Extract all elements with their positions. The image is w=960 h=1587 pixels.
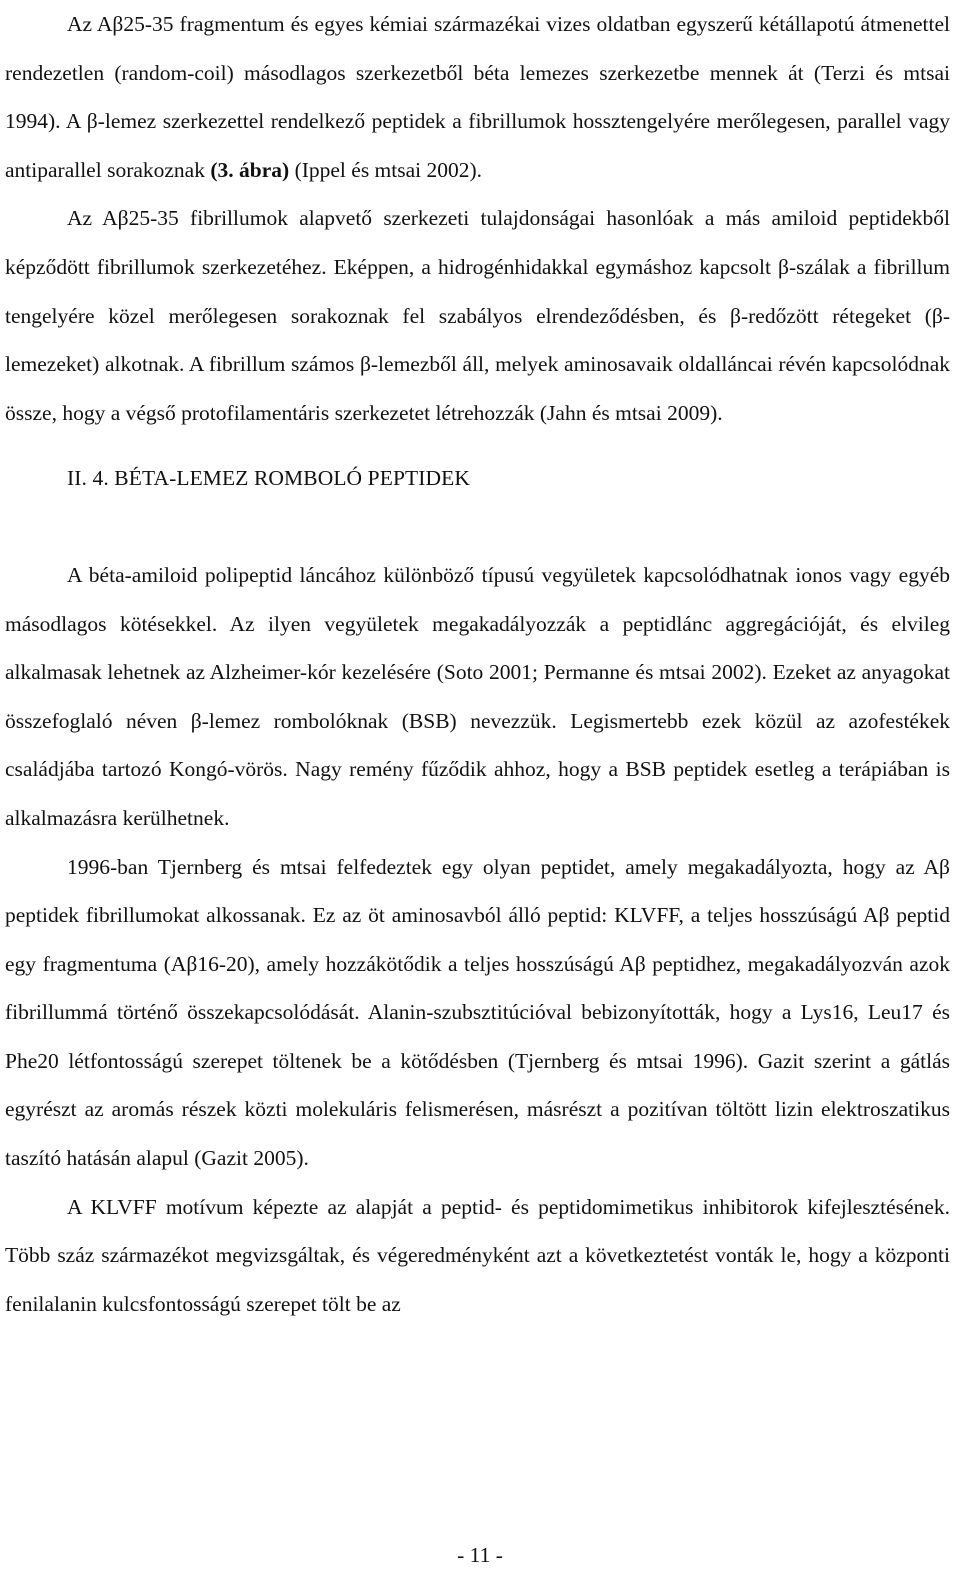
section-heading: II. 4. BÉTA-LEMEZ ROMBOLÓ PEPTIDEK — [67, 466, 470, 491]
paragraph-fibril-structure: Az Aβ25-35 fibrillumok alapvető szerkezeti tulajdonságai hasonlóak a más amiloid peptidekből képződött fibrillumok szerkezetéhez. Eképpen, a hidrogénhidakkal egymáshoz kapcsolt β-szálak a fibrillum tengelyére közel merőlegesen sorakoznak fel szabályos elrendeződésben, és β-redőzött rétegeket (β-lemezeket) alkotnak. A fibrillum számos β-lemezből áll, melyek aminosavaik oldalláncai révén kapcsolódnak össze, hogy a végső protofilamentáris szerkezetet létrehozzák (Jahn és mtsai 2009). — [5, 206, 950, 425]
page-number: - 11 - — [457, 1543, 503, 1567]
spacer — [5, 437, 950, 454]
page-body — [5, 0, 950, 1328]
figure-reference: (3. ábra) — [210, 157, 290, 182]
paragraph-klvff-motif: A KLVFF motívum képezte az alapját a peptid- és peptidomimetikus inhibitorok kifejlesztésének. Több száz származékot megvizsgáltak, és végeredményként azt a következtetést vonták le, hogy a központi fenilalanin kulcsfontosságú szerepet tölt be az — [5, 1194, 950, 1316]
paragraph-bsb-intro: A béta-amiloid polipeptid láncához különböző típusú vegyületek kapcsolódhatnak ionos vagy egyéb másodlagos kötésekkel. Az ilyen vegyületek megakadályozzák a peptidlánc aggregációját, és elvileg alkalmasak lehetnek az Alzheimer-kór kezelésére (Soto 2001; Permanne és mtsai 2002). Ezeket az anyagokat összefoglaló néven β-lemez rombolóknak (BSB) nevezzük. Legismertebb ezek közül az azofestékek családjába tartozó Kongó-vörös. Nagy remény fűződik ahhoz, hogy a BSB peptidek esetleg a terápiában is alkalmazásra kerülhetnek. — [5, 562, 950, 830]
paragraph-text: Az Aβ25-35 fragmentum és egyes kémiai származékai vizes oldatban egyszerű kétállapotú átmenettel rendezetlen (random-coil) másodlagos szerkezetből béta lemezes szerkezetbe mennek át (Terzi és mtsai 1994). A β-lemez szerkezettel rendelkező peptidek a fibrillumok hossztengelyére merőlegesen, parallel vagy antiparallel sorakoznak — [5, 12, 950, 182]
spacer — [5, 503, 950, 551]
paragraph-abeta-fragment — [5, 0, 950, 194]
paragraph-klvff-discovery: 1996-ban Tjernberg és mtsai felfedeztek egy olyan peptidet, amely megakadályozta, hogy az Aβ peptidek fibrillumokat alkossanak. Ez az öt aminosavból álló peptid: KLVFF, a teljes hosszúságú Aβ peptid egy fragmentuma (Aβ16-20), amely hozzákötődik a teljes hosszúságú Aβ peptidhez, megakadályozván azok fibrillummá történő összekapcsolódását. Alanin-szubsztitúcióval bebizonyították, hogy a Lys16, Leu17 és Phe20 létfontosságú szerepet töltenek be a kötődésben (Tjernberg és mtsai 1996). Gazit szerint a gátlás egyrészt az aromás részek közti molekuláris felismerésen, másrészt a pozitívan töltött lizin elektroszatikus taszító hatásán alapul (Gazit 2005). — [5, 854, 950, 1171]
paragraph-text: (Ippel és mtsai 2002). — [289, 157, 483, 182]
